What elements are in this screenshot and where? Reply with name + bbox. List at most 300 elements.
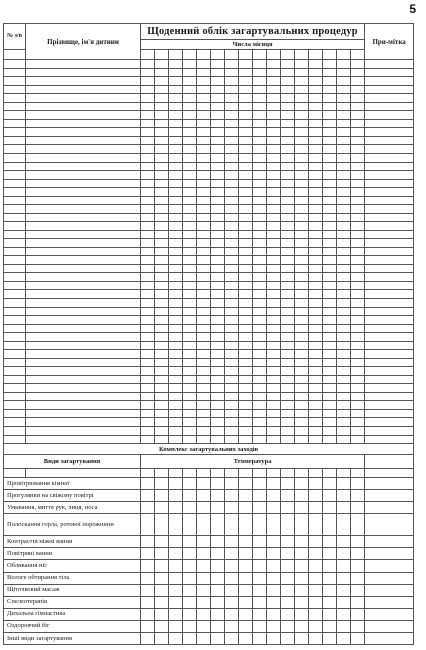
day-cell[interactable] — [267, 94, 281, 103]
day-cell[interactable] — [197, 171, 211, 180]
day-cell[interactable] — [169, 409, 183, 418]
day-cell[interactable] — [183, 68, 197, 77]
day-cell[interactable] — [295, 273, 309, 282]
day-cell[interactable] — [183, 60, 197, 69]
day-cell[interactable] — [267, 418, 281, 427]
temperature-cell[interactable] — [281, 596, 295, 608]
day-cell[interactable] — [295, 281, 309, 290]
day-cell[interactable] — [351, 205, 365, 214]
day-cell[interactable] — [183, 94, 197, 103]
note-cell[interactable] — [365, 596, 414, 608]
day-cell[interactable] — [211, 307, 225, 316]
day-cell[interactable] — [197, 239, 211, 248]
day-cell[interactable] — [323, 307, 337, 316]
day-cell[interactable] — [267, 205, 281, 214]
temperature-cell[interactable] — [253, 608, 267, 620]
day-cell[interactable] — [169, 273, 183, 282]
child-name-cell[interactable] — [26, 367, 141, 376]
day-cell[interactable] — [211, 179, 225, 188]
temperature-cell[interactable] — [169, 536, 183, 548]
day-cell[interactable] — [323, 102, 337, 111]
day-cell[interactable] — [155, 273, 169, 282]
day-cell[interactable] — [309, 401, 323, 410]
day-cell[interactable] — [281, 281, 295, 290]
day-cell[interactable] — [351, 119, 365, 128]
child-name-cell[interactable] — [26, 102, 141, 111]
note-cell[interactable] — [365, 264, 414, 273]
day-cell[interactable] — [323, 435, 337, 444]
day-cell[interactable] — [295, 94, 309, 103]
day-cell[interactable] — [183, 418, 197, 427]
day-cell[interactable] — [337, 409, 351, 418]
day-cell[interactable] — [253, 128, 267, 137]
day-cell[interactable] — [337, 128, 351, 137]
temperature-cell[interactable] — [211, 584, 225, 596]
day-cell[interactable] — [351, 290, 365, 299]
day-cell[interactable] — [239, 375, 253, 384]
day-cell[interactable] — [351, 85, 365, 94]
day-cell[interactable] — [295, 384, 309, 393]
day-cell[interactable] — [295, 290, 309, 299]
temperature-cell[interactable] — [183, 584, 197, 596]
day-cell[interactable] — [169, 136, 183, 145]
day-cell[interactable] — [183, 153, 197, 162]
number-cell[interactable] — [4, 60, 26, 69]
day-cell[interactable] — [253, 222, 267, 231]
temperature-cell[interactable] — [281, 608, 295, 620]
day-cell[interactable] — [183, 409, 197, 418]
note-cell[interactable] — [365, 418, 414, 427]
temperature-cell[interactable] — [323, 620, 337, 632]
day-cell[interactable] — [155, 350, 169, 359]
note-cell[interactable] — [365, 490, 414, 502]
temperature-cell[interactable] — [211, 490, 225, 502]
temperature-cell[interactable] — [323, 584, 337, 596]
day-cell[interactable] — [253, 469, 267, 478]
day-cell[interactable] — [211, 102, 225, 111]
day-cell[interactable] — [155, 145, 169, 154]
day-cell[interactable] — [141, 128, 155, 137]
day-cell[interactable] — [323, 324, 337, 333]
day-cell[interactable] — [253, 307, 267, 316]
day-cell[interactable] — [155, 205, 169, 214]
day-cell[interactable] — [309, 469, 323, 478]
temperature-cell[interactable] — [253, 572, 267, 584]
day-cell[interactable] — [211, 171, 225, 180]
day-cell[interactable] — [267, 77, 281, 86]
day-cell[interactable] — [253, 384, 267, 393]
day-cell[interactable] — [309, 153, 323, 162]
day-cell[interactable] — [351, 307, 365, 316]
day-cell[interactable] — [309, 68, 323, 77]
temperature-cell[interactable] — [267, 478, 281, 490]
day-cell[interactable] — [169, 94, 183, 103]
day-cell[interactable] — [295, 179, 309, 188]
day-cell[interactable] — [323, 469, 337, 478]
day-cell[interactable] — [183, 367, 197, 376]
temperature-cell[interactable] — [253, 584, 267, 596]
day-cell[interactable] — [295, 350, 309, 359]
temperature-cell[interactable] — [197, 608, 211, 620]
day-cell[interactable] — [337, 102, 351, 111]
day-cell[interactable] — [169, 128, 183, 137]
day-cell[interactable] — [295, 247, 309, 256]
day-cell[interactable] — [141, 307, 155, 316]
day-cell[interactable] — [253, 264, 267, 273]
temperature-cell[interactable] — [211, 620, 225, 632]
note-cell[interactable] — [365, 375, 414, 384]
temperature-cell[interactable] — [197, 560, 211, 572]
day-cell[interactable] — [169, 281, 183, 290]
day-cell[interactable] — [351, 153, 365, 162]
day-cell[interactable] — [323, 77, 337, 86]
day-cell[interactable] — [239, 136, 253, 145]
temperature-cell[interactable] — [323, 514, 337, 536]
temperature-cell[interactable] — [183, 572, 197, 584]
note-cell[interactable] — [365, 341, 414, 350]
day-cell[interactable] — [323, 188, 337, 197]
day-cell[interactable] — [239, 102, 253, 111]
day-cell[interactable] — [281, 205, 295, 214]
note-cell[interactable] — [365, 153, 414, 162]
number-cell[interactable] — [4, 256, 26, 265]
day-cell[interactable] — [323, 409, 337, 418]
day-cell[interactable] — [253, 68, 267, 77]
note-cell[interactable] — [365, 307, 414, 316]
day-cell[interactable] — [211, 119, 225, 128]
day-cell[interactable] — [169, 171, 183, 180]
temperature-cell[interactable] — [281, 478, 295, 490]
temperature-cell[interactable] — [281, 620, 295, 632]
day-cell[interactable] — [197, 162, 211, 171]
child-name-cell[interactable] — [26, 426, 141, 435]
day-cell[interactable] — [267, 171, 281, 180]
temperature-cell[interactable] — [225, 490, 239, 502]
number-cell[interactable] — [4, 418, 26, 427]
day-cell[interactable] — [169, 299, 183, 308]
day-cell[interactable] — [155, 230, 169, 239]
day-cell[interactable] — [295, 256, 309, 265]
day-cell[interactable] — [337, 77, 351, 86]
day-cell[interactable] — [337, 60, 351, 69]
day-cell[interactable] — [183, 222, 197, 231]
note-cell[interactable] — [365, 560, 414, 572]
day-cell[interactable] — [351, 401, 365, 410]
day-cell[interactable] — [141, 350, 155, 359]
temperature-cell[interactable] — [183, 502, 197, 514]
day-cell[interactable] — [281, 358, 295, 367]
temperature-cell[interactable] — [323, 608, 337, 620]
day-cell[interactable] — [295, 153, 309, 162]
day-cell[interactable] — [351, 60, 365, 69]
day-cell[interactable] — [295, 205, 309, 214]
temperature-cell[interactable] — [267, 572, 281, 584]
day-cell[interactable] — [323, 145, 337, 154]
day-cell[interactable] — [253, 145, 267, 154]
temperature-cell[interactable] — [225, 502, 239, 514]
child-name-cell[interactable] — [26, 179, 141, 188]
day-cell[interactable] — [295, 145, 309, 154]
number-cell[interactable] — [4, 307, 26, 316]
day-cell[interactable] — [169, 418, 183, 427]
day-cell[interactable] — [337, 307, 351, 316]
day-cell[interactable] — [351, 128, 365, 137]
day-cell[interactable] — [141, 418, 155, 427]
day-cell[interactable] — [211, 162, 225, 171]
day-cell[interactable] — [309, 350, 323, 359]
day-cell[interactable] — [281, 222, 295, 231]
day-cell[interactable] — [351, 68, 365, 77]
day-cell[interactable] — [351, 418, 365, 427]
temperature-cell[interactable] — [351, 514, 365, 536]
number-cell[interactable] — [4, 136, 26, 145]
number-cell[interactable] — [4, 188, 26, 197]
day-cell[interactable] — [351, 333, 365, 342]
day-cell[interactable] — [155, 307, 169, 316]
day-cell[interactable] — [253, 290, 267, 299]
day-cell[interactable] — [183, 145, 197, 154]
day-cell[interactable] — [183, 205, 197, 214]
day-cell[interactable] — [225, 358, 239, 367]
day-cell[interactable] — [239, 171, 253, 180]
day-cell[interactable] — [183, 111, 197, 120]
temperature-cell[interactable] — [337, 596, 351, 608]
day-cell[interactable] — [337, 299, 351, 308]
day-cell[interactable] — [295, 162, 309, 171]
child-name-cell[interactable] — [26, 392, 141, 401]
day-cell[interactable] — [169, 333, 183, 342]
day-cell[interactable] — [351, 350, 365, 359]
day-cell[interactable] — [281, 307, 295, 316]
number-cell[interactable] — [4, 102, 26, 111]
child-name-cell[interactable] — [26, 358, 141, 367]
day-cell[interactable] — [351, 111, 365, 120]
day-cell[interactable] — [169, 162, 183, 171]
day-cell[interactable] — [155, 324, 169, 333]
temperature-cell[interactable] — [197, 596, 211, 608]
child-name-cell[interactable] — [26, 316, 141, 325]
day-cell[interactable] — [267, 350, 281, 359]
note-cell[interactable] — [365, 188, 414, 197]
child-name-cell[interactable] — [26, 418, 141, 427]
number-cell[interactable] — [4, 409, 26, 418]
temperature-cell[interactable] — [337, 536, 351, 548]
day-cell[interactable] — [141, 290, 155, 299]
day-cell[interactable] — [155, 153, 169, 162]
day-cell[interactable] — [225, 119, 239, 128]
temperature-cell[interactable] — [225, 584, 239, 596]
temperature-cell[interactable] — [337, 608, 351, 620]
day-cell[interactable] — [309, 247, 323, 256]
day-cell[interactable] — [169, 119, 183, 128]
day-cell[interactable] — [169, 102, 183, 111]
day-cell[interactable] — [295, 213, 309, 222]
number-cell[interactable] — [4, 469, 26, 478]
child-name-cell[interactable] — [26, 290, 141, 299]
day-cell[interactable] — [211, 50, 225, 60]
day-cell[interactable] — [225, 77, 239, 86]
day-cell[interactable] — [239, 213, 253, 222]
number-cell[interactable] — [4, 145, 26, 154]
temperature-cell[interactable] — [309, 548, 323, 560]
number-cell[interactable] — [4, 264, 26, 273]
day-cell[interactable] — [337, 341, 351, 350]
day-cell[interactable] — [239, 196, 253, 205]
day-cell[interactable] — [351, 367, 365, 376]
day-cell[interactable] — [295, 188, 309, 197]
day-cell[interactable] — [253, 299, 267, 308]
day-cell[interactable] — [337, 290, 351, 299]
note-cell[interactable] — [365, 572, 414, 584]
day-cell[interactable] — [281, 341, 295, 350]
temperature-cell[interactable] — [295, 584, 309, 596]
number-cell[interactable] — [4, 401, 26, 410]
day-cell[interactable] — [281, 179, 295, 188]
temperature-cell[interactable] — [337, 490, 351, 502]
day-cell[interactable] — [323, 367, 337, 376]
day-cell[interactable] — [169, 111, 183, 120]
temperature-cell[interactable] — [169, 560, 183, 572]
temperature-cell[interactable] — [155, 478, 169, 490]
day-cell[interactable] — [211, 247, 225, 256]
day-cell[interactable] — [141, 213, 155, 222]
day-cell[interactable] — [253, 256, 267, 265]
temperature-cell[interactable] — [239, 536, 253, 548]
day-cell[interactable] — [281, 85, 295, 94]
day-cell[interactable] — [155, 136, 169, 145]
child-name-cell[interactable] — [26, 94, 141, 103]
temperature-cell[interactable] — [281, 572, 295, 584]
child-name-cell[interactable] — [26, 239, 141, 248]
temperature-cell[interactable] — [267, 536, 281, 548]
day-cell[interactable] — [351, 273, 365, 282]
day-cell[interactable] — [225, 350, 239, 359]
day-cell[interactable] — [295, 119, 309, 128]
day-cell[interactable] — [267, 401, 281, 410]
day-cell[interactable] — [253, 367, 267, 376]
day-cell[interactable] — [337, 205, 351, 214]
temperature-cell[interactable] — [309, 560, 323, 572]
day-cell[interactable] — [169, 222, 183, 231]
day-cell[interactable] — [281, 136, 295, 145]
day-cell[interactable] — [141, 60, 155, 69]
day-cell[interactable] — [211, 264, 225, 273]
note-cell[interactable] — [365, 239, 414, 248]
day-cell[interactable] — [197, 435, 211, 444]
temperature-cell[interactable] — [225, 632, 239, 644]
day-cell[interactable] — [155, 469, 169, 478]
day-cell[interactable] — [155, 162, 169, 171]
day-cell[interactable] — [309, 205, 323, 214]
day-cell[interactable] — [155, 290, 169, 299]
temperature-cell[interactable] — [169, 596, 183, 608]
day-cell[interactable] — [337, 384, 351, 393]
temperature-cell[interactable] — [155, 502, 169, 514]
day-cell[interactable] — [253, 239, 267, 248]
day-cell[interactable] — [267, 179, 281, 188]
day-cell[interactable] — [281, 60, 295, 69]
temperature-cell[interactable] — [141, 536, 155, 548]
day-cell[interactable] — [239, 239, 253, 248]
day-cell[interactable] — [323, 94, 337, 103]
temperature-cell[interactable] — [351, 490, 365, 502]
day-cell[interactable] — [351, 256, 365, 265]
day-cell[interactable] — [281, 230, 295, 239]
child-name-cell[interactable] — [26, 60, 141, 69]
day-cell[interactable] — [337, 281, 351, 290]
day-cell[interactable] — [239, 162, 253, 171]
day-cell[interactable] — [351, 171, 365, 180]
day-cell[interactable] — [225, 307, 239, 316]
day-cell[interactable] — [155, 247, 169, 256]
number-cell[interactable] — [4, 77, 26, 86]
temperature-cell[interactable] — [141, 478, 155, 490]
temperature-cell[interactable] — [141, 514, 155, 536]
temperature-cell[interactable] — [183, 620, 197, 632]
day-cell[interactable] — [267, 145, 281, 154]
day-cell[interactable] — [239, 145, 253, 154]
day-cell[interactable] — [351, 435, 365, 444]
day-cell[interactable] — [323, 153, 337, 162]
temperature-cell[interactable] — [267, 620, 281, 632]
day-cell[interactable] — [295, 299, 309, 308]
day-cell[interactable] — [141, 230, 155, 239]
day-cell[interactable] — [155, 102, 169, 111]
day-cell[interactable] — [253, 375, 267, 384]
day-cell[interactable] — [351, 102, 365, 111]
number-cell[interactable] — [4, 85, 26, 94]
temperature-cell[interactable] — [295, 478, 309, 490]
temperature-cell[interactable] — [183, 608, 197, 620]
day-cell[interactable] — [323, 375, 337, 384]
day-cell[interactable] — [155, 264, 169, 273]
day-cell[interactable] — [323, 50, 337, 60]
day-cell[interactable] — [253, 281, 267, 290]
day-cell[interactable] — [211, 77, 225, 86]
temperature-cell[interactable] — [155, 548, 169, 560]
note-cell[interactable] — [365, 171, 414, 180]
day-cell[interactable] — [267, 367, 281, 376]
note-cell[interactable] — [365, 205, 414, 214]
temperature-cell[interactable] — [267, 560, 281, 572]
day-cell[interactable] — [183, 469, 197, 478]
temperature-cell[interactable] — [141, 584, 155, 596]
day-cell[interactable] — [211, 375, 225, 384]
day-cell[interactable] — [169, 256, 183, 265]
number-cell[interactable] — [4, 162, 26, 171]
day-cell[interactable] — [197, 136, 211, 145]
day-cell[interactable] — [267, 316, 281, 325]
day-cell[interactable] — [323, 247, 337, 256]
note-cell[interactable] — [365, 222, 414, 231]
day-cell[interactable] — [337, 213, 351, 222]
temperature-cell[interactable] — [239, 608, 253, 620]
day-cell[interactable] — [211, 68, 225, 77]
day-cell[interactable] — [197, 153, 211, 162]
day-cell[interactable] — [323, 179, 337, 188]
temperature-cell[interactable] — [323, 560, 337, 572]
day-cell[interactable] — [281, 50, 295, 60]
temperature-cell[interactable] — [239, 572, 253, 584]
day-cell[interactable] — [267, 230, 281, 239]
day-cell[interactable] — [281, 247, 295, 256]
day-cell[interactable] — [309, 94, 323, 103]
temperature-cell[interactable] — [295, 490, 309, 502]
day-cell[interactable] — [253, 418, 267, 427]
temperature-cell[interactable] — [295, 572, 309, 584]
note-cell[interactable] — [365, 111, 414, 120]
day-cell[interactable] — [141, 384, 155, 393]
